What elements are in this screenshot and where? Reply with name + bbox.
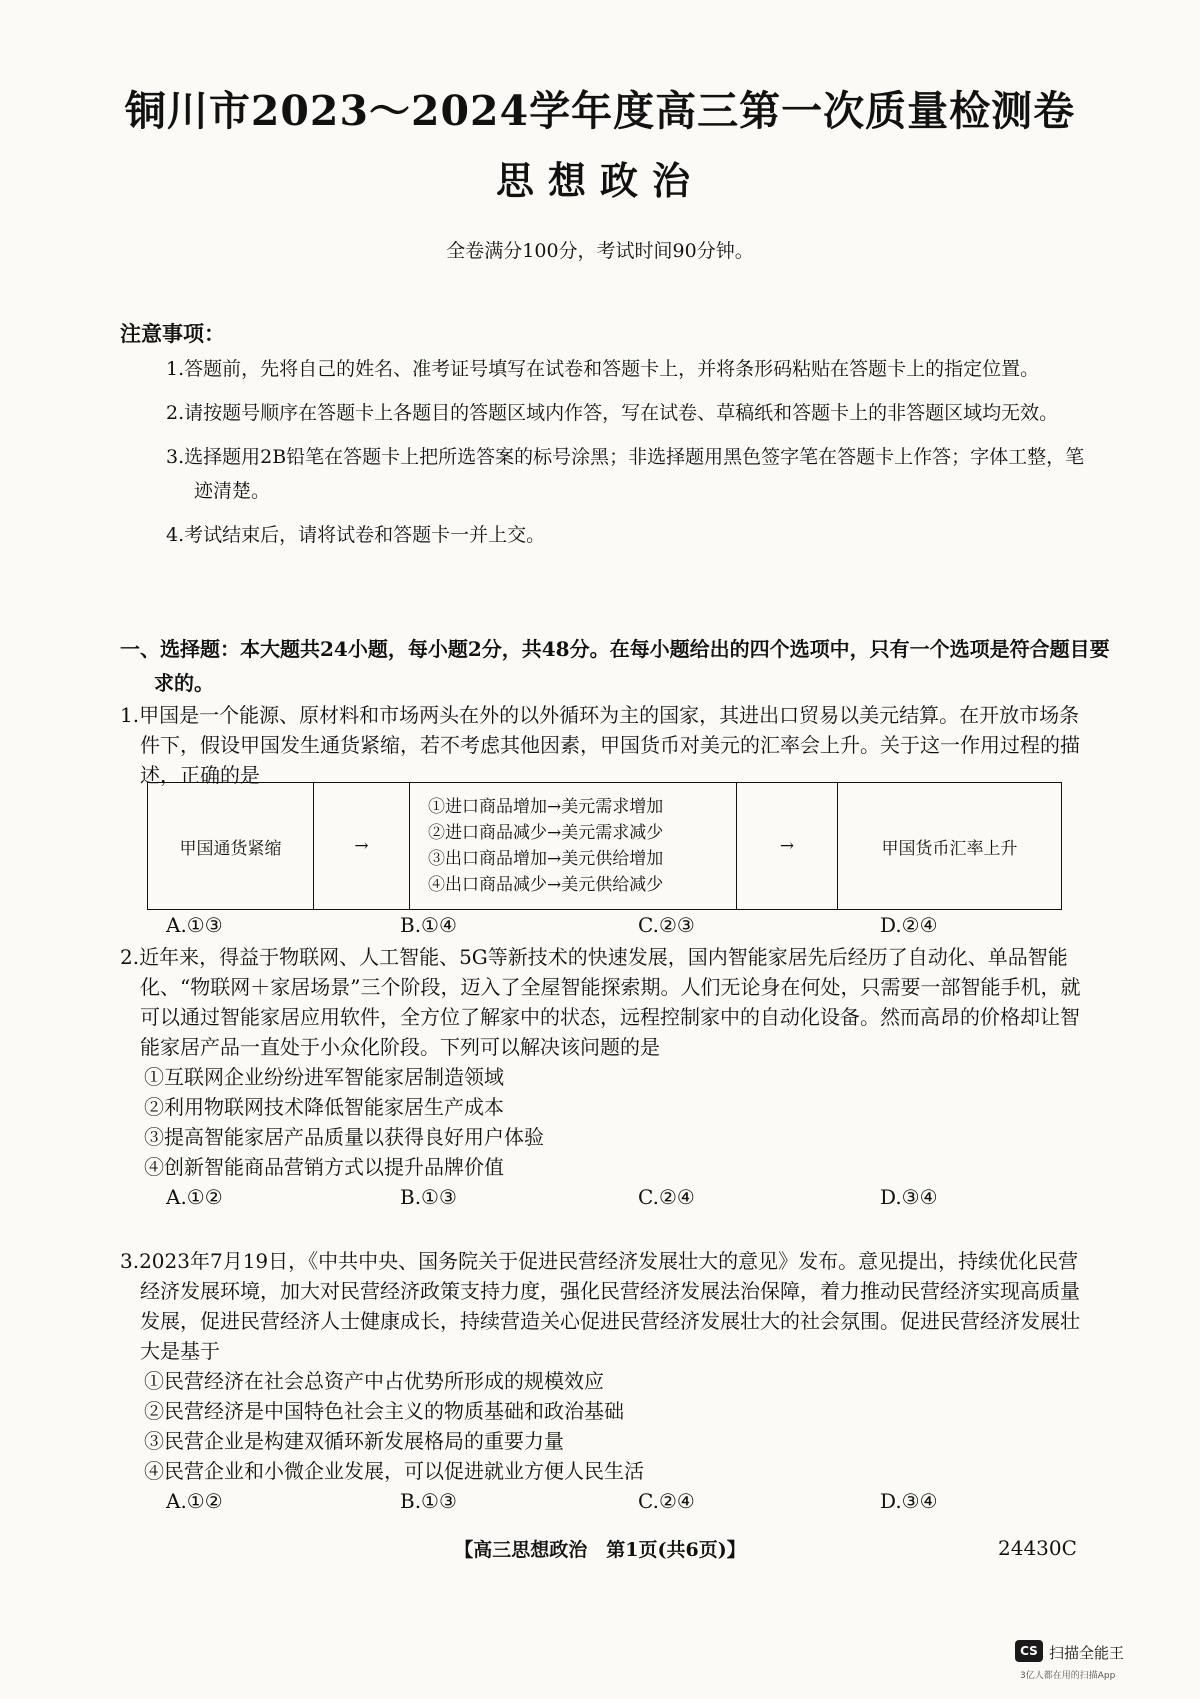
choice-c[interactable]: C.②④ (638, 1489, 695, 1513)
section-heading: 一、选择题：本大题共24小题，每小题2分，共48分。在每小题给出的四个选项中，只有一个选项是符合题目要求的。 (120, 637, 1110, 695)
notice-list (166, 352, 1096, 562)
paper-code: 24430C (998, 1536, 1077, 1560)
notice-item: 2.请按题号顺序在答题卡上各题目的答题区域内作答，写在试卷、草稿纸和答题卡上的非答题区域均无效。 (166, 402, 1059, 424)
choice-c[interactable]: C.②③ (638, 913, 695, 937)
choice-b[interactable]: B.①③ (400, 1185, 457, 1209)
flow-step: ②进口商品减少→美元需求减少 (428, 823, 664, 843)
option: ③提高智能家居产品质量以获得良好用户体验 (144, 1125, 544, 1149)
notice-item: 3.选择题用2B铅笔在答题卡上把所选答案的标号涂黑；非选择题用黑色签字笔在答题卡上作答；字体工整，笔迹清楚。 (166, 446, 1085, 502)
flow-arrow: → (314, 783, 410, 909)
option: ③民营企业是构建双循环新发展格局的重要力量 (144, 1429, 564, 1453)
option: ④民营企业和小微企业发展，可以促进就业方便人民生活 (144, 1459, 644, 1483)
camscanner-tagline: 3亿人都在用的扫描App (1020, 1671, 1116, 1681)
question-1-choices (120, 910, 1095, 940)
notice-item: 1.答题前，先将自己的姓名、准考证号填写在试卷和答题卡上，并将条形码粘贴在答题卡上的指定位置。 (166, 358, 1040, 380)
notice-item: 4.考试结束后，请将试卷和答题卡一并上交。 (166, 524, 546, 546)
option: ②利用物联网技术降低智能家居生产成本 (144, 1095, 504, 1119)
choice-d[interactable]: D.③④ (880, 1185, 938, 1209)
question-1 (120, 700, 1095, 790)
choice-a[interactable]: A.①② (166, 1185, 223, 1209)
flow-start: 甲国通货紧缩 (148, 783, 314, 909)
question-stem: 3.2023年7月19日，《中共中央、国务院关于促进民营经济发展壮大的意见》发布。意见提出，持续优化民营经济发展环境，加大对民营经济政策支持力度，强化民营经济发展法治保障，着力推动民营经济实现高质量发展，促进民营经济人士健康成长，持续营造关心促进民营经济发展壮大的社会氛围。促进民营经济发展壮大是基于 (120, 1249, 1080, 1363)
flow-steps (410, 783, 737, 909)
flow-step: ③出口商品增加→美元供给增加 (428, 849, 664, 869)
question-2 (120, 942, 1095, 1212)
option: ④创新智能商品营销方式以提升品牌价值 (144, 1155, 504, 1179)
flow-table (147, 782, 1062, 910)
camscanner-name: 扫描全能王 (1049, 1644, 1125, 1662)
notice-heading: 注意事项： (120, 321, 225, 346)
page-footer: 【高三思想政治 第1页(共6页)】 (454, 1539, 746, 1561)
question-stem: 2.近年来，得益于物联网、人工智能、5G等新技术的快速发展，国内智能家居先后经历了自动化、单品智能化、“物联网＋家居场景”三个阶段，迈入了全屋智能探索期。人们无论身在何处，只需要一部智能手机，就可以通过智能家居应用软件，全方位了解家中的状态，远程控制家中的自动化设备。然而高昂的价格却让智能家居产品一直处于小众化阶段。下列可以解决该问题的是 (120, 945, 1081, 1059)
flow-step: ④出口商品减少→美元供给减少 (428, 875, 664, 895)
exam-title: 铜川市2023～2024学年度高三第一次质量检测卷 (124, 87, 1076, 135)
choice-b[interactable]: B.①④ (400, 913, 457, 937)
choice-c[interactable]: C.②④ (638, 1185, 695, 1209)
flow-end: 甲国货币汇率上升 (881, 838, 1018, 859)
option: ①互联网企业纷纷进军智能家居制造领域 (144, 1065, 504, 1089)
score-note: 全卷满分100分，考试时间90分钟。 (446, 240, 754, 262)
flow-step: ①进口商品增加→美元需求增加 (428, 797, 664, 817)
flow-arrow: → (737, 783, 838, 909)
choice-d[interactable]: D.②④ (880, 913, 938, 937)
choice-a[interactable]: A.①② (166, 1489, 223, 1513)
question-stem: 1.甲国是一个能源、原材料和市场两头在外的以外循环为主的国家，其进出口贸易以美元结算。在开放市场条件下，假设甲国发生通货紧缩，若不考虑其他因素，甲国货币对美元的汇率会上升。关于这一作用过程的描述，正确的是 (120, 703, 1080, 787)
option: ②民营经济是中国特色社会主义的物质基础和政治基础 (144, 1399, 624, 1423)
choice-b[interactable]: B.①③ (400, 1489, 457, 1513)
question-3 (120, 1246, 1095, 1516)
choice-a[interactable]: A.①③ (166, 913, 223, 937)
camscanner-logo-icon: CS (1015, 1640, 1043, 1662)
subject-title: 思想政治 (495, 158, 704, 203)
option: ①民营经济在社会总资产中占优势所形成的规模效应 (144, 1369, 604, 1393)
choice-d[interactable]: D.③④ (880, 1489, 938, 1513)
